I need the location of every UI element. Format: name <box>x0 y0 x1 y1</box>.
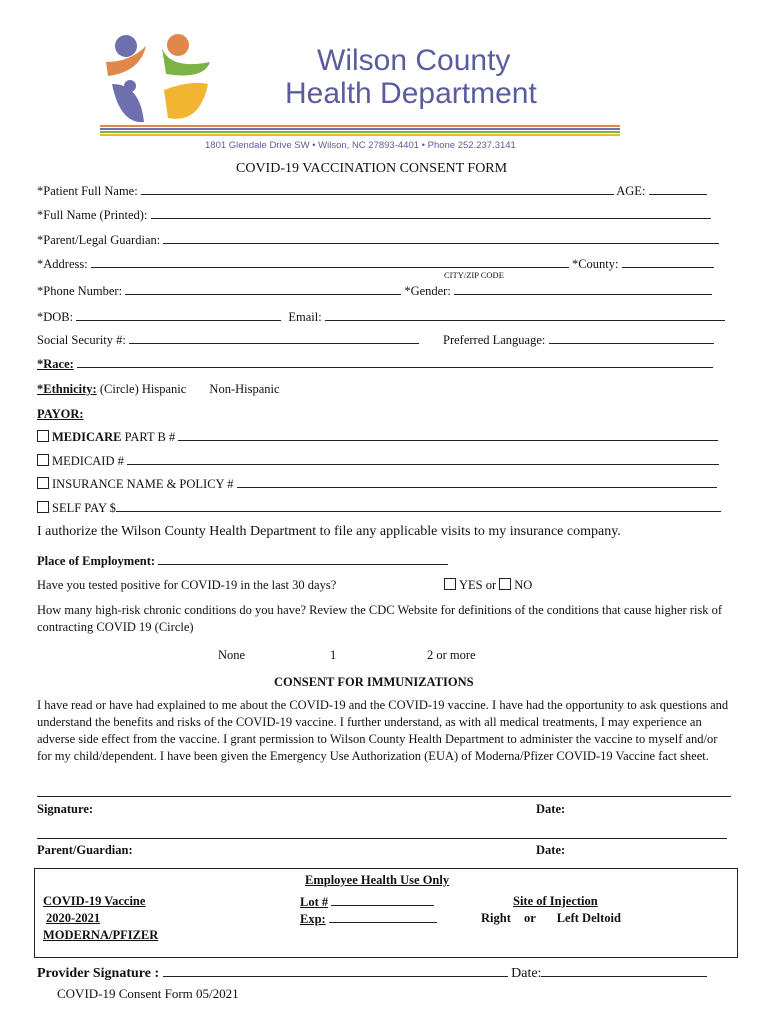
medicare-checkbox[interactable] <box>37 430 49 442</box>
city-zip-hint: CITY/ZIP CODE <box>444 270 504 280</box>
lot-row <box>300 894 434 910</box>
insurance-field[interactable] <box>237 476 717 488</box>
tested-question: Have you tested positive for COVID-19 in the last 30 days? <box>37 578 337 592</box>
employment-label: Place of Employment: <box>37 554 156 568</box>
lot-field[interactable] <box>331 894 434 906</box>
no-label: NO <box>514 578 533 592</box>
email-label: Email: <box>288 310 322 324</box>
medicare-field[interactable] <box>178 429 718 441</box>
selfpay-field[interactable] <box>116 500 721 512</box>
ssn-label: Social Security #: <box>37 333 126 347</box>
address-label: *Address: <box>37 257 88 271</box>
tested-options <box>444 578 532 593</box>
medicaid-checkbox[interactable] <box>37 454 49 466</box>
phone-field[interactable] <box>125 283 401 295</box>
age-label: AGE: <box>616 184 646 198</box>
no-checkbox[interactable] <box>499 578 511 590</box>
dob-row <box>37 309 725 325</box>
ssn-row <box>37 332 419 348</box>
org-name-line1: Wilson County <box>317 44 511 77</box>
high-risk-question: How many high-risk chronic conditions do you have? Review the CDC Website for definitions of the conditions that cause higher risk of contracting COVID 19 (Circle) <box>37 603 723 634</box>
consent-paragraph: I have read or have had explained to me about the COVID-19 and the COVID-19 vaccine. I have had the opportunity to ask questions and understand the benefits and risks of the COVID-19 vaccine. I further understand, as with all medical treatments, I may experience an adverse side effect from the vaccine. I grant permission to Wilson County Health Department to administer the vaccine to myself and/or for my child/dependent. I have been given the Emergency Use Authorization (EUA) of Moderna/Pfizer COVID-19 Vaccine fact sheet. <box>37 698 729 763</box>
ethnicity-hispanic[interactable]: (Circle) Hispanic <box>99 382 187 396</box>
full-name-label: *Full Name (Printed): <box>37 208 148 222</box>
language-row <box>443 332 714 348</box>
race-label: *Race: <box>37 357 74 371</box>
language-label: Preferred Language: <box>443 333 546 347</box>
exp-row <box>300 911 437 927</box>
email-field[interactable] <box>325 309 725 321</box>
medicaid-field[interactable] <box>127 453 719 465</box>
site-label: Site of Injection <box>513 894 598 908</box>
employment-field[interactable] <box>158 553 448 565</box>
address-field[interactable] <box>91 256 569 268</box>
phone-label: *Phone Number: <box>37 284 123 298</box>
option-one[interactable]: 1 <box>330 648 337 662</box>
exp-field[interactable] <box>329 911 437 923</box>
address-row <box>37 256 714 272</box>
patient-name-label: *Patient Full Name: <box>37 184 138 198</box>
consent-heading: CONSENT FOR IMMUNIZATIONS <box>274 675 474 689</box>
ethnicity-non-hispanic[interactable]: Non-Hispanic <box>209 382 280 396</box>
selfpay-checkbox[interactable] <box>37 501 49 513</box>
ssn-field[interactable] <box>129 332 419 344</box>
medicaid-row <box>37 453 719 469</box>
race-field[interactable] <box>77 356 713 368</box>
form-id: COVID-19 Consent Form 05/2021 <box>57 986 239 1001</box>
selfpay-label: SELF PAY $ <box>52 501 116 515</box>
provider-field[interactable] <box>163 965 508 977</box>
org-name-line2: Health Department <box>285 77 537 110</box>
medicare-part-label: PART B # <box>124 430 176 444</box>
gender-label: *Gender: <box>404 284 451 298</box>
header-divider <box>100 125 620 137</box>
selfpay-row <box>37 500 721 516</box>
site-left[interactable]: Left Deltoid <box>556 911 621 925</box>
medicaid-label: MEDICAID # <box>52 454 124 468</box>
yes-checkbox[interactable] <box>444 578 456 590</box>
lot-label: Lot # <box>300 895 329 909</box>
employment-row <box>37 553 448 569</box>
option-two-or-more[interactable]: 2 or more <box>427 648 476 662</box>
patient-name-field[interactable] <box>141 183 614 195</box>
signature-line[interactable] <box>37 796 731 797</box>
county-label: *County: <box>571 257 619 271</box>
provider-label: Provider Signature : <box>37 966 160 981</box>
site-options <box>481 911 621 926</box>
guardian-date-label: Date: <box>536 843 566 857</box>
race-row <box>37 356 713 372</box>
parent-guardian-label: Parent/Guardian: <box>37 843 133 857</box>
vaccine-brand: MODERNA/PFIZER <box>43 928 159 942</box>
payor-heading: PAYOR: <box>37 407 84 421</box>
site-right[interactable]: Right <box>481 911 511 925</box>
exp-label: Exp: <box>300 912 326 926</box>
health-department-logo <box>100 32 220 127</box>
signature-date-label: Date: <box>536 802 566 816</box>
guardian-label: *Parent/Legal Guardian: <box>37 233 161 247</box>
phone-row <box>37 283 712 299</box>
insurance-label: INSURANCE NAME & POLICY # <box>52 477 234 491</box>
full-name-field[interactable] <box>151 207 711 219</box>
vaccine-label: COVID-19 Vaccine <box>43 894 146 908</box>
guardian-row <box>37 232 719 248</box>
language-field[interactable] <box>549 332 714 344</box>
medicare-row <box>37 429 718 445</box>
gender-field[interactable] <box>454 283 712 295</box>
dob-field[interactable] <box>76 309 281 321</box>
signature-label: Signature: <box>37 802 94 816</box>
vaccine-year: 2020-2021 <box>46 911 101 925</box>
option-none[interactable]: None <box>218 648 246 662</box>
site-or: or <box>524 911 536 925</box>
guardian-field[interactable] <box>163 232 719 244</box>
address-line: 1801 Glendale Drive SW • Wilson, NC 27893-4401 • Phone 252.237.3141 <box>205 140 516 151</box>
authorize-statement: I authorize the Wilson County Health Department to file any applicable visits to my insurance company. <box>37 524 621 539</box>
county-field[interactable] <box>622 256 714 268</box>
insurance-checkbox[interactable] <box>37 477 49 489</box>
provider-date-label: Date: <box>511 966 542 981</box>
dob-label: *DOB: <box>37 310 74 324</box>
ethnicity-label: *Ethnicity: <box>37 382 97 396</box>
form-title: COVID-19 VACCINATION CONSENT FORM <box>236 161 508 176</box>
provider-date-field[interactable] <box>541 965 707 977</box>
patient-name-row <box>37 183 707 199</box>
yes-label: YES or <box>459 578 497 592</box>
full-name-row <box>37 207 711 223</box>
guardian-signature-line[interactable] <box>37 838 727 839</box>
age-field[interactable] <box>649 183 707 195</box>
ethnicity-row <box>37 382 280 397</box>
medicare-label: MEDICARE <box>52 430 122 444</box>
employee-box-title: Employee Health Use Only <box>305 873 450 887</box>
provider-row <box>37 965 707 982</box>
insurance-row <box>37 476 717 492</box>
